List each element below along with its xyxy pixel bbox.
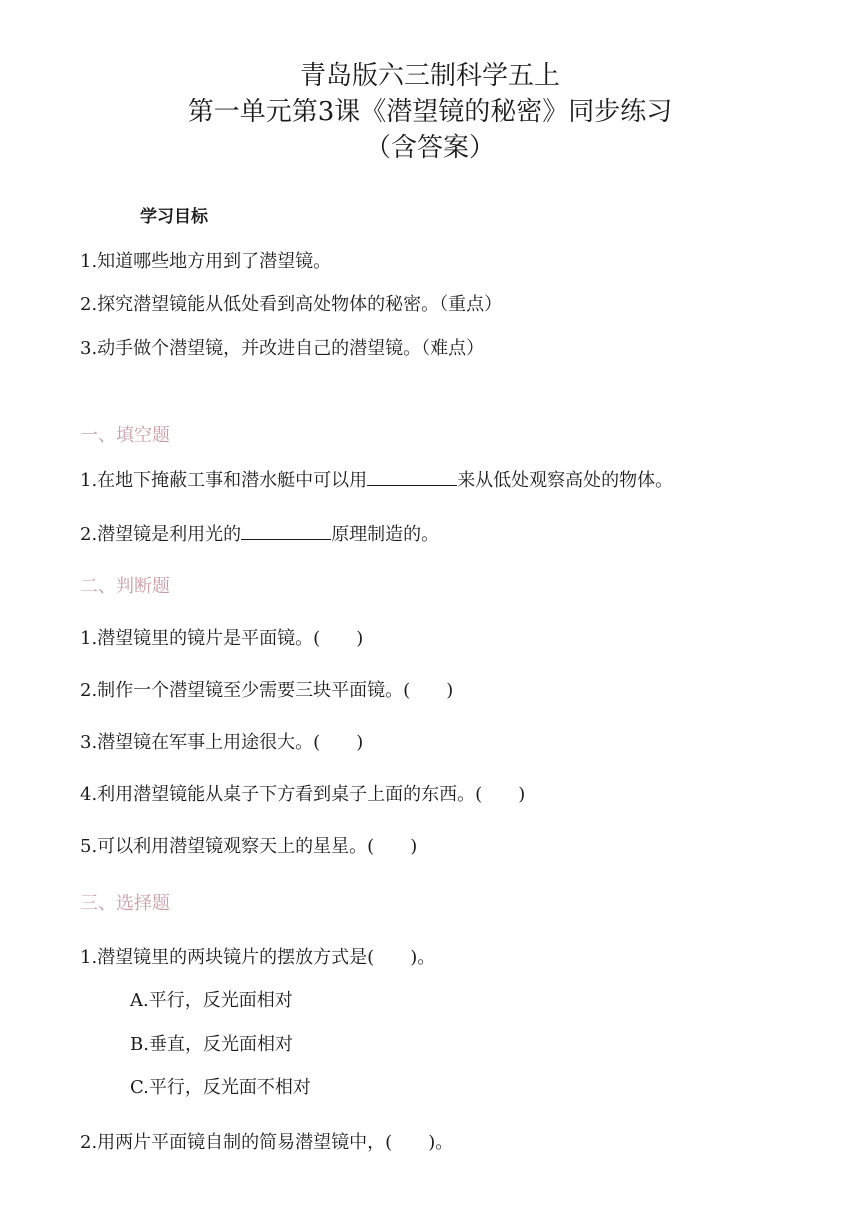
- q1-text-before: 1.在地下掩蔽工事和潜水艇中可以用: [80, 470, 368, 491]
- q1-text-after: 来从低处观察高处的物体。: [457, 470, 674, 491]
- objectives-heading: 学习目标: [140, 207, 208, 227]
- choice-option-c: C.平行，反光面不相对: [130, 1077, 311, 1098]
- true-false-item-2: 2.制作一个潜望镜至少需要三块平面镜。( ): [80, 680, 454, 701]
- choice-question-2: 2.用两片平面镜自制的简易潜望镜中，( )。: [80, 1132, 454, 1153]
- true-false-item-1: 1.潜望镜里的镜片是平面镜。( ): [80, 628, 364, 649]
- objective-item-1: 1.知道哪些地方用到了潜望镜。: [80, 251, 332, 272]
- choice-option-b: B.垂直，反光面相对: [130, 1034, 293, 1055]
- answer-blank-2[interactable]: [241, 521, 331, 540]
- fill-blank-question-2: [80, 521, 439, 547]
- objective-item-3: 3.动手做个潜望镜，并改进自己的潜望镜。（难点）: [80, 338, 485, 359]
- q2-text-after: 原理制造的。: [331, 524, 440, 545]
- answer-blank-1[interactable]: [367, 467, 457, 486]
- choice-option-a: A.平行，反光面相对: [130, 990, 293, 1011]
- true-false-item-4: 4.利用潜望镜能从桌子下方看到桌子上面的东西。( ): [80, 784, 526, 805]
- true-false-item-5: 5.可以利用潜望镜观察天上的星星。( ): [80, 836, 418, 857]
- true-false-item-3: 3.潜望镜在军事上用途很大。( ): [80, 732, 364, 753]
- title-line-2: 第一单元第3课《潜望镜的秘密》同步练习: [187, 97, 673, 127]
- title-line-3: （含答案）: [364, 133, 495, 163]
- section-heading-fill-blank: 一、填空题: [80, 425, 170, 446]
- section-heading-true-false: 二、判断题: [80, 576, 170, 597]
- section-heading-choice: 三、选择题: [80, 893, 170, 914]
- fill-blank-question-1: [80, 467, 673, 493]
- choice-question-1: 1.潜望镜里的两块镜片的摆放方式是( )。: [80, 947, 436, 968]
- title-line-1: 青岛版六三制科学五上: [299, 61, 560, 91]
- q2-text-before: 2.潜望镜是利用光的: [80, 524, 242, 545]
- objective-item-2: 2.探究潜望镜能从低处看到高处物体的秘密。（重点）: [80, 294, 503, 315]
